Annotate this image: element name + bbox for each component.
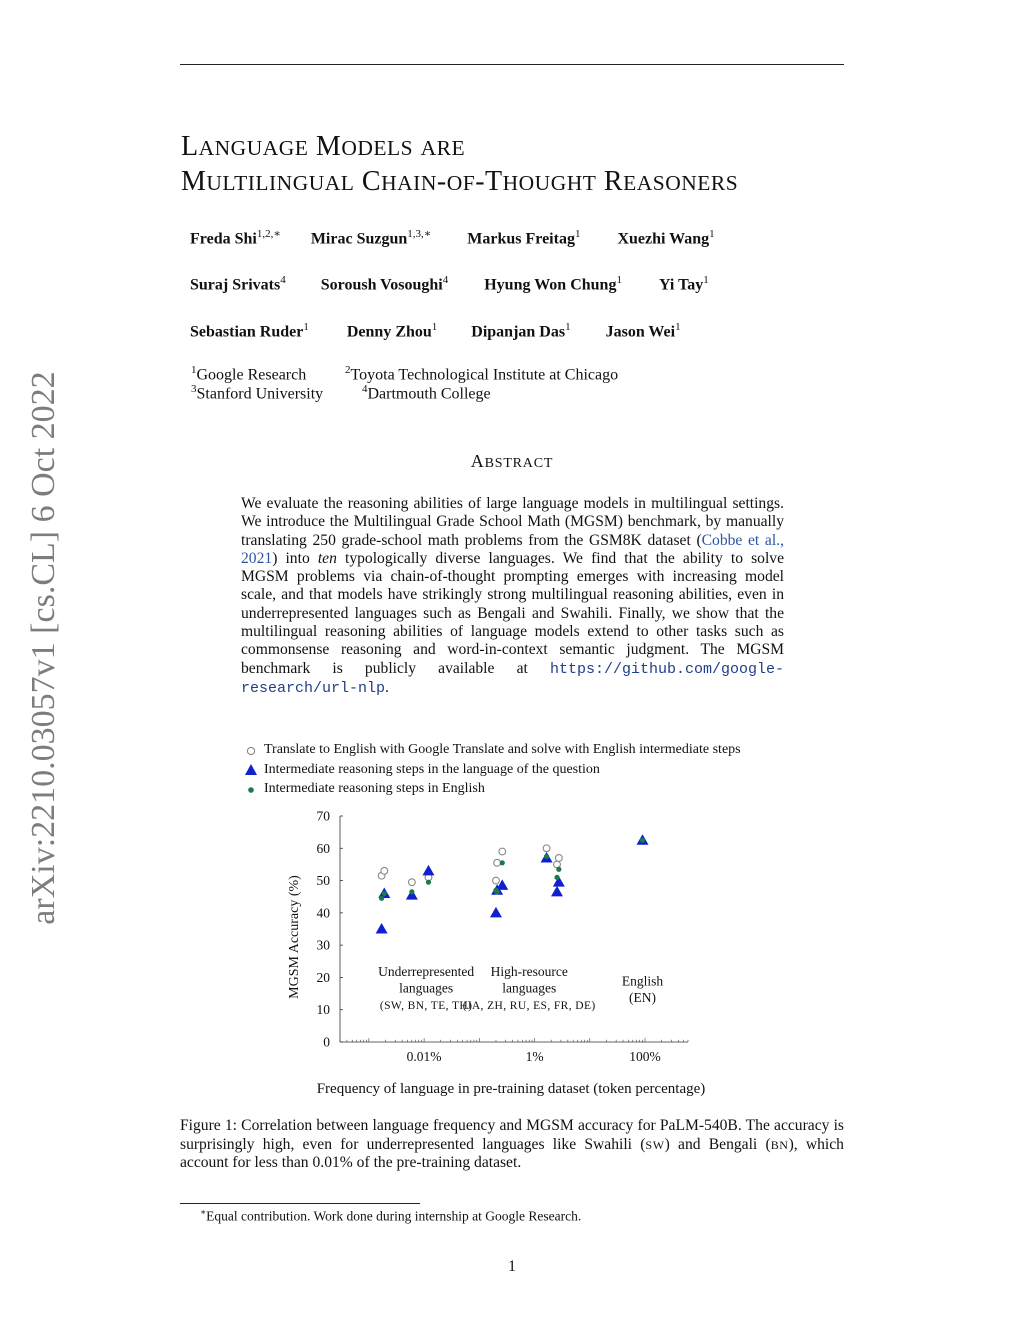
legend-item (240, 740, 741, 760)
legend-label: Intermediate reasoning steps in the language of the question (264, 761, 600, 777)
author: Soroush Vosoughi$^4$ (320, 274, 449, 294)
legend-item (240, 779, 741, 799)
author: Markus Freitag$^1$ (467, 228, 581, 248)
affiliation: $^4$Dartmouth College (362, 383, 491, 403)
group-label-line2: (EN) (628, 990, 656, 1005)
point-native-language (551, 886, 563, 897)
abstract-body: We evaluate the reasoning abilities of large language models in multilingual settings. We introduce the Multilingual Grade School Math (MGSM) benchmark, by manually translating 250 grade-school math problems from the GSM8K dataset (Cobbe et al., 2021) into ten typologically diverse languages. We find that the ability to solve MGSM problems via chain-of-thought prompting emerges with increasing model scale, and that models have strikingly strong multilingual reasoning abilities, even in underrepresented languages such as Bengali and Swahili. Finally, we show that the multilingual reasoning abilities of language models extend to other tasks such as commonsense reasoning and word-in-context semantic judgment. The MGSM benchmark is publicly available at https://github.com/google-research/url-nlp. (241, 495, 785, 697)
point-english-steps (379, 896, 384, 901)
group-label-line3: (JA, ZH, RU, ES, FR, DE) (462, 999, 596, 1012)
title-line-1: LANGUAGE MODELS ARE (181, 131, 466, 162)
blue-triangle-icon (240, 761, 262, 777)
y-tick-label: 70 (316, 808, 330, 824)
point-english-steps (500, 860, 505, 865)
group-label-line1: English (621, 973, 664, 989)
figure-caption: Figure 1: Correlation between language frequency and MGSM accuracy for PaLM-540B. The accuracy is surprisingly high, even for underrepresented languages like Swahili (SW) and Bengali (BN), which account for less than 0.01% of the pre-training dataset. (180, 1117, 844, 1171)
citation-link[interactable]: Cobbe et al., 2021 (241, 531, 784, 567)
y-axis-label: MGSM Accuracy (%) (287, 875, 302, 999)
author-row-1 (190, 227, 745, 248)
author: Mirac Suzgun$^{1,3,∗}$ (310, 228, 432, 248)
y-tick-label: 20 (316, 969, 330, 985)
group-label-line2: languages (502, 980, 557, 996)
affiliation: $^1$Google Research (191, 364, 307, 384)
paper-title (181, 130, 861, 200)
point-english-steps (426, 880, 431, 885)
point-english-steps (556, 867, 561, 872)
caption-label: Figure 1: (180, 1117, 238, 1134)
page-number: 1 (508, 1258, 516, 1275)
point-english-steps (554, 875, 559, 880)
point-translate-english (555, 855, 562, 862)
author-row-2 (190, 274, 739, 294)
y-tick-label: 60 (316, 840, 330, 856)
top-rule (180, 64, 844, 65)
github-url-link[interactable]: https://github.com/google-research/url-nlp (241, 660, 784, 697)
y-tick-label: 30 (316, 937, 330, 953)
author: Xuezhi Wang$^1$ (617, 228, 715, 248)
x-axis-label: Frequency of language in pre-training dataset (token percentage) (316, 1081, 706, 1097)
point-native-language (490, 907, 502, 918)
point-native-language (422, 865, 434, 876)
arxiv-side-stamp: arXiv:2210.03057v1 [cs.CL] 6 Oct 2022 (25, 371, 62, 925)
y-tick-label: 40 (316, 905, 330, 921)
author: Sebastian Ruder$^1$ (190, 321, 309, 341)
group-label-line3: (SW, BN, TE, TH) (379, 999, 473, 1012)
y-tick-label: 10 (316, 1002, 330, 1018)
group-label-line1: Underrepresented (378, 963, 475, 979)
author: Freda Shi$^{1,2,∗}$ (190, 228, 281, 248)
x-tick-label: 100% (629, 1049, 661, 1064)
x-tick-label: 1% (525, 1049, 544, 1064)
point-translate-english (408, 879, 415, 886)
author: Denny Zhou$^1$ (346, 321, 438, 341)
point-english-steps (382, 891, 387, 896)
y-tick-label: 50 (316, 873, 330, 889)
title-line-2: MULTILINGUAL CHAIN-OF-THOUGHT REASONERS (181, 166, 739, 197)
point-english-steps (544, 854, 549, 859)
point-english-steps (495, 889, 500, 894)
affiliation: $^3$Stanford University (191, 383, 324, 403)
author: Suraj Srivats$^4$ (190, 274, 286, 294)
open-circle-icon (240, 742, 262, 758)
author-row-3 (190, 321, 711, 341)
accuracy-vs-frequency-chart (270, 800, 730, 1105)
point-translate-english (381, 867, 388, 874)
legend-label: Intermediate reasoning steps in English (264, 781, 485, 796)
author: Dipanjan Das$^1$ (471, 321, 571, 341)
point-native-language (376, 923, 388, 934)
point-translate-english (543, 845, 550, 852)
chart-legend (240, 740, 741, 799)
affiliation: $^2$Toyota Technological Institute at Chicago (345, 364, 619, 384)
point-translate-english (493, 877, 500, 884)
legend-label: Translate to English with Google Translate and solve with English intermediate steps (264, 742, 741, 757)
point-english-steps (409, 889, 414, 894)
point-translate-english (494, 859, 501, 866)
author: Hyung Won Chung$^1$ (484, 274, 622, 294)
footnote: ∗Equal contribution. Work done during internship at Google Research. (200, 1207, 582, 1224)
point-english-steps (640, 838, 645, 843)
x-tick-label: 0.01% (406, 1049, 442, 1064)
point-translate-english (499, 848, 506, 855)
group-label-line2: languages (399, 980, 454, 996)
legend-item (240, 760, 741, 780)
abstract-heading: ABSTRACT (470, 451, 554, 471)
group-label-line1: High-resource (490, 963, 568, 979)
footnote-rule (180, 1203, 420, 1204)
author: Yi Tay$^1$ (658, 274, 709, 294)
y-tick-label: 0 (323, 1034, 330, 1050)
green-dot-icon (240, 781, 262, 797)
author: Jason Wei$^1$ (605, 321, 681, 341)
